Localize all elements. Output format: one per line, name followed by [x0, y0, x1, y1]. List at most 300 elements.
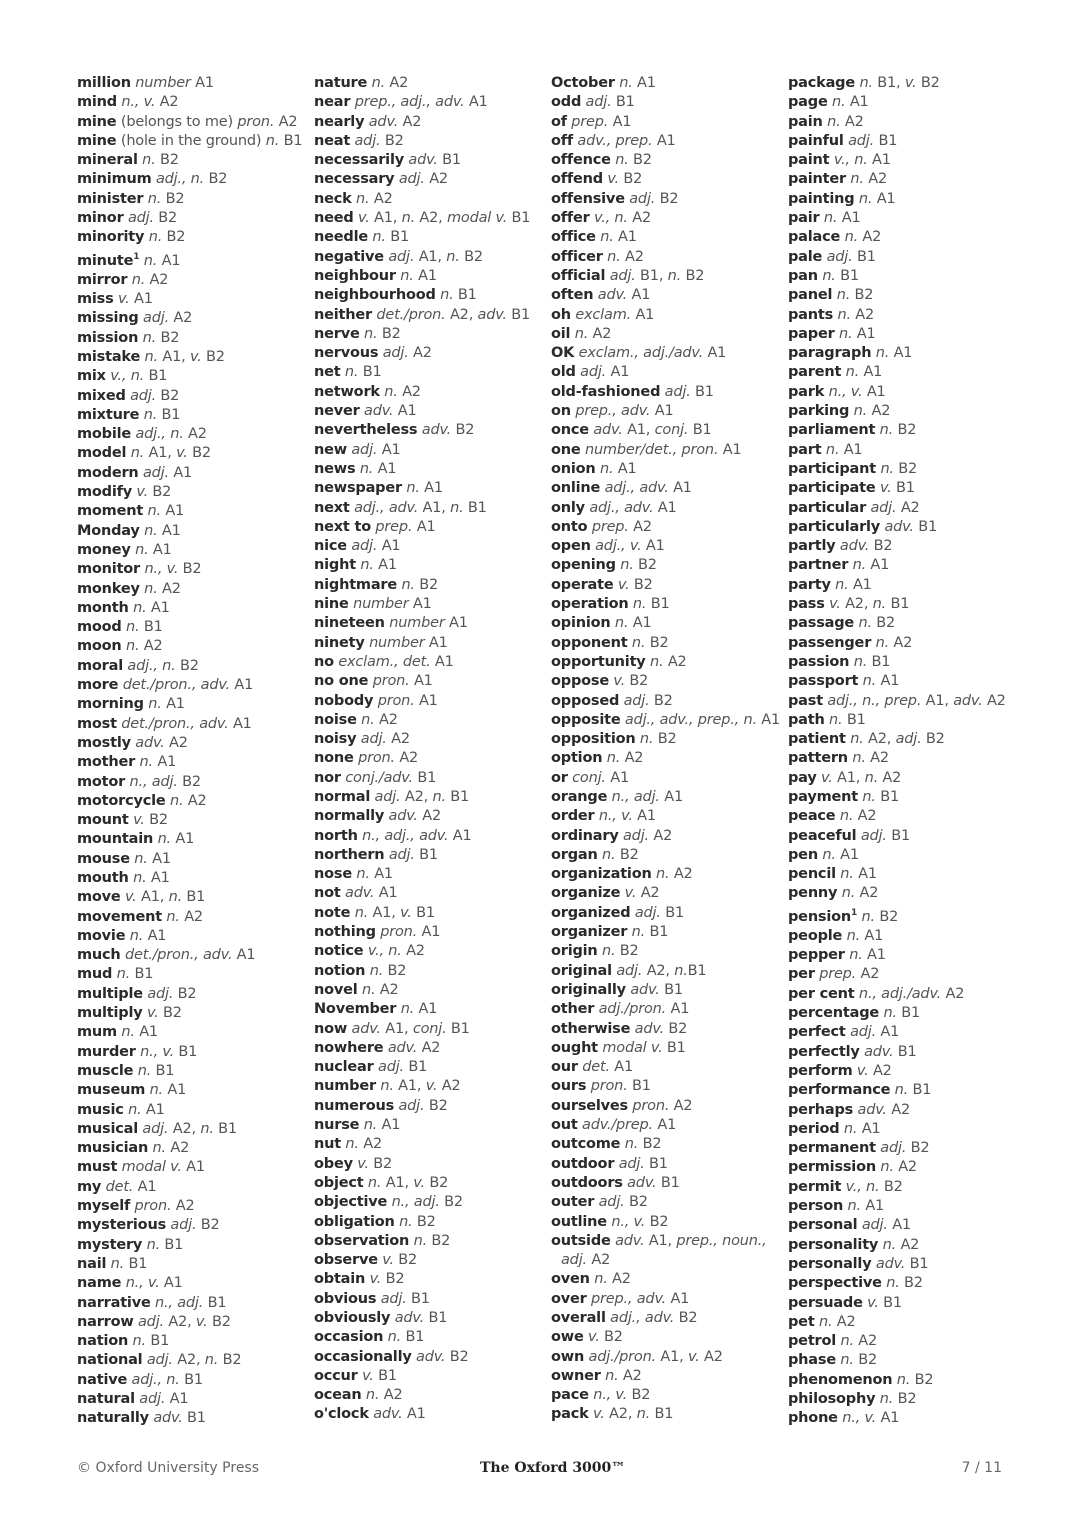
cefr-level: B2 [906, 1140, 930, 1157]
word-entry [314, 1290, 544, 1309]
part-of-speech: n. [344, 364, 359, 381]
part-of-speech: pron. [377, 692, 415, 709]
word-entry [551, 344, 781, 363]
headword: natural [77, 1391, 135, 1408]
cefr-level: B2 [879, 1178, 903, 1195]
cefr-level: A1 [413, 267, 437, 284]
headword: money [77, 541, 131, 558]
headword: owe [551, 1329, 584, 1346]
cefr-level: B1 [412, 769, 437, 786]
part-of-speech: adj. [861, 1217, 888, 1234]
part-of-speech: n. [146, 1236, 160, 1253]
cefr-level: A1 [146, 599, 170, 616]
headword: per cent [788, 985, 855, 1002]
part-of-speech: n. [361, 981, 376, 998]
cefr-level: A1 [377, 538, 401, 555]
word-entry [314, 74, 544, 93]
word-entry [788, 499, 1018, 518]
headword: multiply [77, 1005, 143, 1022]
cefr-level: A1 [377, 441, 401, 458]
word-entry [77, 483, 307, 502]
cefr-level: B2 [393, 1252, 418, 1269]
part-of-speech: adv. [477, 306, 507, 323]
cefr-level: A2 [941, 985, 965, 1002]
cefr-level: B1 [659, 981, 683, 998]
part-of-speech: n. [372, 229, 386, 246]
part-of-speech: n. [864, 769, 878, 786]
cefr-level: B1 [463, 499, 487, 516]
page-footer [77, 1460, 1002, 1480]
word-entry [314, 1193, 544, 1212]
cefr-level: B2 [412, 1213, 436, 1230]
cefr-level: A2 [168, 310, 193, 327]
headword: million [77, 75, 131, 91]
part-of-speech: adj. [388, 846, 415, 863]
cefr-level: A1 [609, 1059, 634, 1076]
headword: park [788, 383, 825, 400]
headword: monkey [77, 580, 140, 597]
word-entry [77, 1197, 307, 1216]
word-entry [314, 730, 544, 749]
word-entry [77, 599, 307, 618]
headword: nowhere [314, 1039, 384, 1056]
cefr-level: A1 [408, 596, 432, 613]
headword: offensive [551, 190, 625, 207]
headword: native [77, 1371, 128, 1388]
part-of-speech: n. [149, 1082, 163, 1099]
part-of-speech: n. [152, 1140, 166, 1157]
part-of-speech: n. [853, 403, 868, 420]
word-entry [551, 942, 781, 961]
headword: mouse [77, 850, 130, 867]
part-of-speech: n. [619, 75, 633, 91]
cefr-level: B2 [380, 132, 404, 149]
word-entry [551, 306, 781, 325]
headword: observe [314, 1252, 378, 1269]
cefr-level: A1 [613, 460, 637, 477]
cefr-level: A2, [400, 788, 433, 805]
word-entry [788, 653, 1018, 672]
cefr-level: B2 [615, 943, 639, 960]
part-of-speech: n. [594, 1271, 608, 1288]
cefr-level: A2 [375, 981, 399, 998]
part-of-speech: adj., n. [155, 171, 205, 188]
part-of-speech: adv. [421, 422, 452, 439]
word-entry [77, 676, 307, 695]
headword: person [788, 1198, 844, 1215]
word-entry [77, 1043, 307, 1062]
part-of-speech: n. [850, 171, 864, 188]
part-of-speech: adv. [615, 1232, 645, 1249]
word-entry [314, 1135, 544, 1154]
word-entry [314, 267, 544, 286]
part-of-speech: n. [832, 94, 846, 111]
part-of-speech: adj. [870, 499, 897, 516]
cefr-level: B2 [377, 325, 401, 342]
cefr-level: B2 [204, 171, 228, 188]
part-of-speech: n. [380, 1078, 394, 1095]
headword: modify [77, 484, 132, 501]
cefr-level: A2 [893, 1159, 917, 1176]
part-of-speech: v. [588, 1329, 600, 1346]
headword: neighbourhood [314, 287, 436, 304]
cefr-level: B1 [213, 1120, 237, 1137]
word-entry [788, 865, 1018, 884]
cefr-level: A1 [409, 673, 433, 690]
word-entry [551, 499, 781, 518]
headword: obviously [314, 1310, 391, 1326]
part-of-speech: v. [136, 484, 149, 501]
cefr-level: B1 [891, 480, 915, 497]
word-entry [788, 1236, 1018, 1255]
part-of-speech: n. [356, 866, 370, 883]
part-of-speech: v. [195, 1313, 208, 1330]
cefr-level: B2 [893, 460, 918, 477]
part-of-speech: number [389, 615, 445, 632]
headword: nineteen [314, 615, 385, 632]
cefr-level: B1 [424, 1310, 448, 1326]
part-of-speech: pron. [380, 924, 418, 941]
cefr-level: B1 [446, 1020, 470, 1037]
cefr-level: A1, [414, 248, 447, 265]
headword: neither [314, 306, 372, 323]
word-entry [314, 634, 544, 653]
cefr-level: A1 [666, 1001, 690, 1018]
part-of-speech: adv. [857, 1101, 887, 1118]
cefr-level: A1 [862, 383, 886, 400]
headword: peace [788, 808, 836, 825]
part-of-speech: n. [841, 885, 856, 902]
word-entry [314, 209, 544, 228]
cefr-level: A1 [605, 769, 629, 786]
part-of-speech: n. [825, 441, 840, 458]
headword: paper [788, 325, 835, 342]
headword: minority [77, 229, 145, 246]
word-entry [314, 132, 544, 151]
part-of-speech: n. [399, 1213, 413, 1230]
part-of-speech: n. [356, 190, 370, 207]
word-entry [77, 1390, 307, 1409]
cefr-level: A1 [627, 287, 651, 304]
word-entry [788, 807, 1018, 826]
cefr-level: B1 [174, 1043, 198, 1060]
cefr-level: A2 [374, 711, 398, 728]
headword: no [314, 653, 334, 670]
headword: offer [551, 210, 590, 227]
headword: personal [788, 1217, 858, 1234]
cefr-level: A2 [865, 750, 889, 767]
headword: phase [788, 1352, 836, 1369]
word-entry [551, 923, 781, 942]
word-entry [314, 441, 544, 460]
cefr-level: B2 [893, 422, 917, 439]
cefr-level: B2 [624, 1194, 648, 1211]
word-entry [551, 556, 781, 575]
headword: minor [77, 210, 124, 227]
part-of-speech: n. [133, 870, 147, 886]
headword: ourselves [551, 1097, 628, 1114]
part-of-speech: n. [345, 1136, 359, 1153]
cefr-level: B1 [908, 1082, 932, 1099]
headword: peaceful [788, 827, 857, 844]
page-number: 7 / 11 [961, 1460, 1002, 1476]
word-entry [551, 865, 781, 884]
word-entry [77, 908, 307, 927]
cefr-level: B2 [916, 75, 940, 91]
cefr-level: (hole in the ground) [120, 132, 266, 149]
headword: nail [77, 1255, 107, 1272]
headword: normally [314, 808, 385, 825]
cefr-level: A1 [859, 364, 883, 381]
word-column-1 [77, 74, 307, 1429]
part-of-speech: n. [886, 1275, 900, 1292]
word-entry [551, 846, 781, 865]
headword: October [551, 75, 615, 91]
part-of-speech: n. [883, 1005, 897, 1022]
cefr-level: A1 [632, 75, 656, 91]
headword: nor [314, 769, 341, 786]
headword: petrol [788, 1333, 837, 1350]
cefr-level: A2 [867, 403, 891, 420]
headword: numerous [314, 1097, 395, 1114]
part-of-speech: adv. [345, 885, 375, 902]
headword: moon [77, 638, 122, 655]
headword: pencil [788, 866, 836, 883]
part-of-speech: adj./pron. [598, 1001, 667, 1018]
headword: necessarily [314, 152, 404, 169]
word-entry [551, 827, 781, 846]
word-entry [77, 170, 307, 189]
word-entry [788, 595, 1018, 614]
headword: night [314, 557, 356, 574]
headword: participate [788, 480, 876, 497]
part-of-speech: adj. [351, 441, 378, 458]
word-entry [314, 286, 544, 305]
cefr-level: B2 [445, 1348, 469, 1365]
part-of-speech: det./pron. [376, 306, 446, 323]
word-entry [77, 657, 307, 676]
part-of-speech: n. [862, 673, 877, 690]
part-of-speech: n. [880, 1159, 894, 1176]
cefr-level: A1 [160, 503, 185, 520]
part-of-speech: n. [363, 1117, 378, 1134]
part-of-speech: v. [904, 75, 917, 91]
word-entry [788, 1023, 1018, 1042]
headword: moment [77, 503, 144, 520]
headword: opposite [551, 711, 621, 728]
cefr-level: A1 [157, 522, 181, 539]
headword: other [551, 1001, 595, 1018]
word-entry [314, 556, 544, 575]
part-of-speech: adj. [609, 267, 636, 284]
cefr-level: A2 [618, 1367, 642, 1384]
cefr-level: A1 [159, 1275, 183, 1292]
word-entry [551, 653, 781, 672]
cefr-level: B1 [893, 1043, 917, 1060]
word-entry [788, 904, 1018, 927]
headword: origin [551, 943, 598, 960]
headword: organize [551, 885, 621, 902]
word-entry [551, 788, 781, 807]
cefr-level: A1, [368, 904, 401, 921]
word-entry [77, 1178, 307, 1197]
word-entry [77, 792, 307, 811]
word-entry [788, 846, 1018, 865]
part-of-speech: n. [852, 750, 866, 767]
cefr-level: A2 [386, 731, 410, 748]
cefr-level: A1 [632, 808, 656, 825]
part-of-speech: adv./prep. [582, 1117, 653, 1134]
headword: minute [77, 252, 134, 269]
headword: pepper [788, 947, 845, 964]
cefr-level: A2 [850, 306, 875, 323]
cefr-level: A1 [419, 480, 443, 497]
cefr-level: B2 [153, 210, 178, 227]
headword: ninety [314, 634, 365, 651]
cefr-level: B2 [144, 812, 168, 829]
part-of-speech: n. [371, 75, 385, 91]
word-entry [77, 580, 307, 599]
headword: more [77, 677, 119, 694]
part-of-speech: n. [861, 908, 875, 925]
word-entry [77, 888, 307, 907]
part-of-speech: n. [602, 846, 616, 863]
cefr-level: A2 [164, 734, 188, 751]
part-of-speech: adj. [826, 248, 853, 265]
cefr-level: B2 [156, 387, 180, 404]
headword: particularly [788, 518, 881, 535]
headword: mind [77, 94, 117, 111]
headword: offence [551, 152, 611, 169]
part-of-speech: adv. [416, 1348, 446, 1365]
word-entry [314, 595, 544, 614]
word-entry [551, 1405, 781, 1424]
word-entry [314, 1348, 544, 1367]
headword: path [788, 711, 825, 728]
cefr-level: B1 [411, 904, 435, 921]
cefr-level: A2 [982, 692, 1006, 709]
cefr-level: B2 [893, 1391, 917, 1408]
headword: of [551, 113, 567, 130]
word-entry [77, 734, 307, 753]
cefr-level: B2 [655, 190, 679, 207]
word-entry [314, 1116, 544, 1135]
word-entry [788, 1351, 1018, 1370]
headword: outdoors [551, 1174, 623, 1191]
part-of-speech: n. [132, 1333, 146, 1350]
word-entry [788, 1294, 1018, 1313]
headword: mistake [77, 348, 141, 365]
word-entry [551, 1367, 781, 1386]
cefr-level: A2 [165, 1140, 190, 1157]
headword: payment [788, 788, 858, 805]
part-of-speech: n. [840, 866, 854, 883]
word-entry [314, 653, 544, 672]
headword: patient [788, 731, 846, 748]
headword: movement [77, 908, 162, 925]
cefr-level: B2 [196, 1217, 220, 1234]
part-of-speech: n. [600, 229, 614, 246]
part-of-speech: n. [432, 788, 446, 805]
headword: not [314, 885, 341, 902]
headword: on [551, 403, 571, 420]
headword: modern [77, 464, 139, 481]
cefr-level: A1 [424, 634, 448, 651]
part-of-speech: adv. [634, 1020, 664, 1037]
headword: offend [551, 171, 603, 188]
headword: neighbour [314, 267, 396, 284]
headword: ours [551, 1078, 587, 1095]
word-entry [788, 1120, 1018, 1139]
headword: owner [551, 1367, 601, 1384]
headword: mount [77, 812, 129, 829]
cefr-level: B1 [656, 1174, 680, 1191]
cefr-level: B1 [660, 904, 684, 921]
headword: occur [314, 1367, 358, 1384]
cefr-level: B2 [459, 248, 483, 265]
word-entry [788, 614, 1018, 633]
part-of-speech: n. [858, 615, 872, 632]
part-of-speech: adv. [884, 518, 914, 535]
cefr-level: A1 [146, 870, 170, 886]
part-of-speech: n. [360, 557, 374, 574]
part-of-speech: adj. [850, 1024, 876, 1041]
part-of-speech: n., v. [125, 1275, 160, 1292]
headword: now [314, 1020, 348, 1037]
part-of-speech: pron. [372, 673, 410, 690]
part-of-speech: n. [133, 599, 147, 616]
word-entry [551, 711, 781, 730]
cefr-level: B1 [507, 210, 531, 227]
part-of-speech: v. [413, 1174, 425, 1191]
cefr-level: A1 [232, 947, 256, 964]
cefr-level: B1 [878, 1294, 902, 1311]
headword: moral [77, 657, 123, 674]
word-entry [551, 730, 781, 749]
word-entry [77, 1255, 307, 1274]
part-of-speech: n. [879, 422, 894, 439]
part-of-speech: n. [839, 808, 854, 825]
headword: mine [77, 113, 117, 130]
word-entry [314, 1309, 544, 1328]
part-of-speech: number [353, 596, 409, 613]
cefr-level: A2 [417, 808, 442, 825]
part-of-speech: v., n. [110, 368, 145, 385]
headword: pain [788, 113, 823, 130]
headword: morning [77, 696, 144, 713]
headword: nurse [314, 1117, 360, 1134]
word-entry [551, 1290, 781, 1309]
headword: needle [314, 229, 368, 246]
part-of-speech: n. [631, 924, 646, 941]
cefr-level: A2, [163, 1313, 196, 1330]
part-of-speech: prep., adv. [591, 1290, 667, 1307]
cefr-level: A1 [653, 499, 677, 516]
cefr-level: B1 [867, 653, 891, 670]
cefr-level: A2 [379, 1387, 403, 1404]
headword: nevertheless [314, 422, 418, 439]
part-of-speech: adj. [351, 538, 378, 555]
word-entry [788, 1197, 1018, 1216]
cefr-level: A2 [586, 1252, 611, 1269]
word-entry [77, 811, 307, 830]
word-entry [314, 1251, 544, 1270]
part-of-speech: n. [853, 653, 868, 670]
word-entry [314, 846, 544, 865]
cefr-level: A2 [896, 1236, 920, 1253]
part-of-speech: n. [852, 557, 866, 574]
headword: mine [77, 132, 117, 149]
